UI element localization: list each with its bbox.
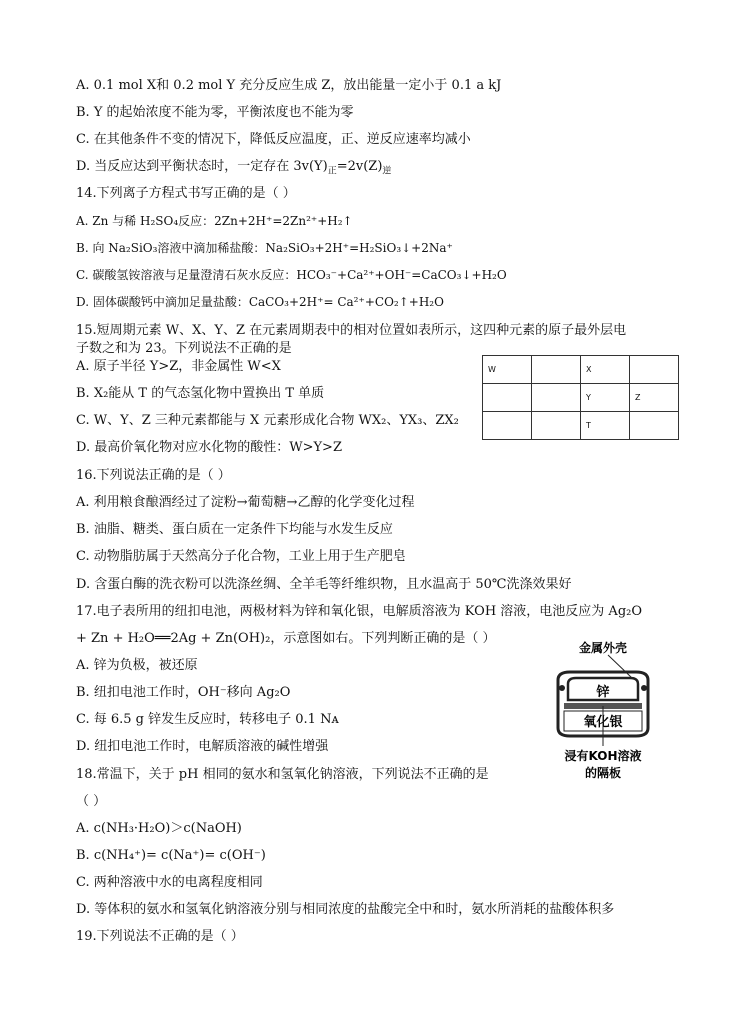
q18-option-c: C. 两种溶液中水的电离程度相同 bbox=[76, 875, 263, 890]
table-row bbox=[483, 412, 679, 440]
table-row bbox=[483, 356, 679, 384]
q18-option-a: A. c(NH₃·H₂O)＞c(NaOH) bbox=[76, 821, 242, 836]
q13-option-a: A. 0.1 mol X和 0.2 mol Y 充分反应生成 Z，放出能量一定小于 0.1 a kJ bbox=[76, 78, 502, 93]
q13-option-d-sub2: 逆 bbox=[382, 166, 392, 177]
q14-stem: 14.下列离子方程式书写正确的是（ ） bbox=[76, 186, 296, 201]
q16-option-c: C. 动物脂肪属于天然高分子化合物，工业上用于生产肥皂 bbox=[76, 549, 406, 564]
table-cell: Y bbox=[581, 384, 630, 412]
table-cell: X bbox=[581, 356, 630, 384]
shell-pointer bbox=[608, 655, 632, 678]
q13-option-d bbox=[76, 158, 391, 181]
table-cell bbox=[532, 356, 581, 384]
q17-option-c: C. 每 6.5 g 锌发生反应时，转移电子 0.1 Nᴀ bbox=[76, 712, 339, 727]
q17-stem-line2: + Zn + H₂O══2Ag + Zn(OH)₂，示意图如右。下列判断正确的是（ ） bbox=[76, 631, 496, 646]
table-cell bbox=[630, 412, 679, 440]
q13-option-d-mid: =2v(Z) bbox=[336, 159, 383, 174]
table-cell bbox=[483, 412, 532, 440]
q16-option-b: B. 油脂、糖类、蛋白质在一定条件下均能与水发生反应 bbox=[76, 522, 393, 537]
q19-stem: 19.下列说法不正确的是（ ） bbox=[76, 929, 244, 944]
separator-label-line1: 浸有KOH溶液 bbox=[564, 749, 642, 763]
button-battery-diagram bbox=[548, 640, 658, 810]
q17-option-a: A. 锌为负极，被还原 bbox=[76, 658, 198, 673]
q15-option-c: C. W、Y、Z 三种元素都能与 X 元素形成化合物 WX₂、YX₃、ZX₂ bbox=[76, 413, 459, 428]
q13-option-d-pre: D. 当反应达到平衡状态时，一定存在 3v(Y) bbox=[76, 159, 328, 174]
periodic-table-fragment bbox=[482, 355, 679, 440]
shell-label: 金属外壳 bbox=[578, 641, 628, 655]
seal-left bbox=[559, 685, 565, 691]
zinc-label: 锌 bbox=[596, 685, 610, 700]
q16-stem: 16.下列说法正确的是（ ） bbox=[76, 468, 231, 483]
separator-label-line2: 的隔板 bbox=[584, 766, 622, 780]
q15-option-d: D. 最高价氧化物对应水化物的酸性：W>Y>Z bbox=[76, 440, 342, 455]
oxide-label: 氧化银 bbox=[583, 715, 623, 730]
table-cell bbox=[532, 412, 581, 440]
q17-option-b: B. 纽扣电池工作时，OH⁻移向 Ag₂O bbox=[76, 685, 291, 700]
q14-option-a: A. Zn 与稀 H₂SO₄反应：2Zn+2H⁺=2Zn²⁺+H₂↑ bbox=[76, 214, 353, 228]
q13-option-c: C. 在其他条件不变的情况下，降低反应温度，正、逆反应速率均减小 bbox=[76, 132, 471, 147]
table-row bbox=[483, 384, 679, 412]
q15-stem-line2: 子数之和为 23。下列说法不正确的是 bbox=[76, 341, 292, 356]
seal-right bbox=[641, 685, 647, 691]
table-cell bbox=[483, 384, 532, 412]
q13-option-d-sub1: 正 bbox=[327, 166, 337, 177]
q16-option-a: A. 利用粮食酿酒经过了淀粉→葡萄糖→乙醇的化学变化过程 bbox=[76, 495, 415, 510]
table-cell bbox=[532, 384, 581, 412]
q15-stem-line1: 15.短周期元素 W、X、Y、Z 在元素周期表中的相对位置如表所示，这四种元素的原子最外层电 bbox=[76, 323, 627, 338]
q16-option-d: D. 含蛋白酶的洗衣粉可以洗涤丝绸、全羊毛等纤维织物，且水温高于 50℃洗涤效果好 bbox=[76, 577, 572, 592]
q15-option-a: A. 原子半径 Y>Z，非金属性 W<X bbox=[76, 359, 281, 374]
q18-option-d: D. 等体积的氨水和氢氧化钠溶液分别与相同浓度的盐酸完全中和时，氨水所消耗的盐酸体积多 bbox=[76, 902, 615, 917]
table-cell: Z bbox=[630, 384, 679, 412]
q17-stem-line1: 17.电子表所用的纽扣电池，两极材料为锌和氧化银，电解质溶液为 KOH 溶液，电池反应为 Ag₂O bbox=[76, 604, 643, 619]
table-cell: W bbox=[483, 356, 532, 384]
q18-paren: （ ） bbox=[76, 794, 107, 809]
table-cell: T bbox=[581, 412, 630, 440]
q13-option-b: B. Y 的起始浓度不能为零，平衡浓度也不能为零 bbox=[76, 105, 354, 120]
table-cell bbox=[630, 356, 679, 384]
q18-option-b: B. c(NH₄⁺)= c(Na⁺)= c(OH⁻) bbox=[76, 848, 266, 863]
q14-option-b: B. 向 Na₂SiO₃溶液中滴加稀盐酸：Na₂SiO₃+2H⁺=H₂SiO₃↓+2Na⁺ bbox=[76, 241, 453, 255]
q14-option-c: C. 碳酸氢铵溶液与足量澄清石灰水反应：HCO₃⁻+Ca²⁺+OH⁻=CaCO₃↓+H₂O bbox=[76, 268, 507, 282]
q17-option-d: D. 纽扣电池工作时，电解质溶液的碱性增强 bbox=[76, 739, 329, 754]
q15-option-b: B. X₂能从 T 的气态氢化物中置换出 T 单质 bbox=[76, 386, 325, 401]
q18-stem: 18.常温下，关于 pH 相同的氨水和氢氧化钠溶液，下列说法不正确的是 bbox=[76, 767, 489, 782]
q14-option-d: D. 固体碳酸钙中滴加足量盐酸：CaCO₃+2H⁺= Ca²⁺+CO₂↑+H₂O bbox=[76, 295, 444, 309]
